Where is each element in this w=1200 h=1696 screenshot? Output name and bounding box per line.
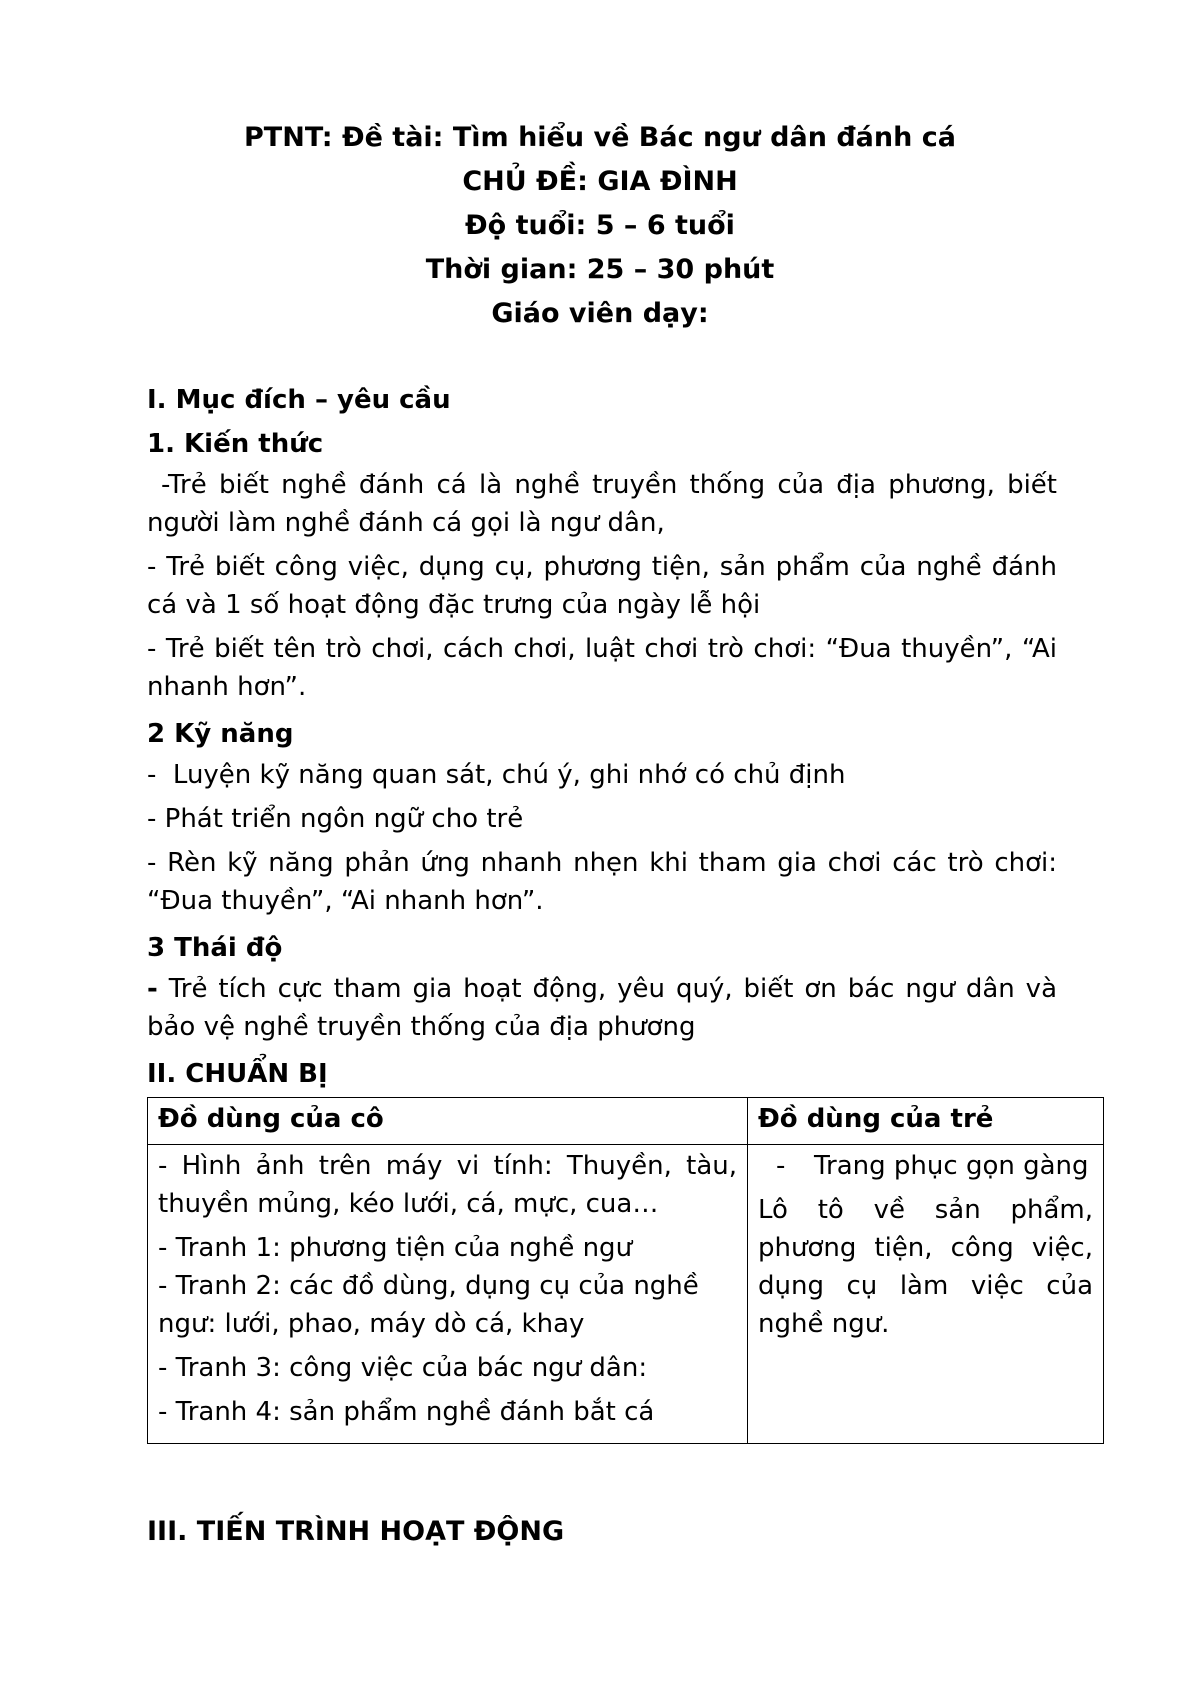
teacher-material-item: - Tranh 3: công việc của bác ngư dân: [158, 1353, 648, 1383]
child-material-bullet [758, 1147, 1093, 1185]
title-topic: PTNT: Đề tài: Tìm hiểu về Bác ngư dân đánh cá [244, 122, 956, 153]
title-age: Độ tuổi: 5 – 6 tuổi [465, 210, 735, 241]
section2-heading: II. CHUẨN BỊ [147, 1059, 328, 1089]
attitude-dash: - [147, 974, 158, 1004]
section1-heading: I. Mục đích – yêu cầu [147, 385, 451, 415]
attitude-item [147, 970, 1057, 1046]
section3-heading: III. TIẾN TRÌNH HOẠT ĐỘNG [147, 1516, 565, 1547]
knowledge-heading: 1. Kiến thức [147, 429, 324, 459]
document-title-block [0, 116, 1200, 336]
attitude-heading: 3 Thái độ [147, 933, 283, 963]
header-child-materials: Đồ dùng của trẻ [748, 1098, 1104, 1145]
knowledge-item: -Trẻ biết nghề đánh cá là nghề truyền thống của địa phương, biết người làm nghề đánh cá gọi là ngư dân, [147, 470, 1057, 538]
title-teacher: Giáo viên dạy: [491, 298, 709, 329]
teacher-material-item: - Tranh 1: phương tiện của nghề ngư [158, 1233, 633, 1263]
header-teacher-materials: Đồ dùng của cô [148, 1098, 748, 1145]
child-material-bullet-text: Trang phục gọn gàng [814, 1151, 1089, 1181]
skills-item: - Phát triển ngôn ngữ cho trẻ [147, 804, 524, 834]
skills-item: - Luyện kỹ năng quan sát, chú ý, ghi nhớ có chủ định [147, 760, 846, 790]
teacher-materials-cell [148, 1145, 748, 1444]
knowledge-item: - Trẻ biết công việc, dụng cụ, phương tiện, sản phẩm của nghề đánh cá và 1 số hoạt động đặc trưng của ngày lễ hội [147, 552, 1057, 620]
materials-table-header-row [148, 1098, 1104, 1145]
knowledge-item: - Trẻ biết tên trò chơi, cách chơi, luật chơi trò chơi: “Đua thuyền”, “Ai nhanh hơn”. [147, 634, 1057, 702]
materials-table-row [148, 1145, 1104, 1444]
bullet-dash: - [776, 1151, 786, 1181]
section-objectives [147, 378, 1057, 1096]
child-material-text: Lô tô về sản phẩm, phương tiện, công việc, dụng cụ làm việc của nghề ngư. [758, 1195, 1093, 1339]
materials-table [147, 1097, 1104, 1444]
skills-heading: 2 Kỹ năng [147, 719, 294, 749]
skills-item: - Rèn kỹ năng phản ứng nhanh nhẹn khi tham gia chơi các trò chơi: “Đua thuyền”, “Ai nhanh hơn”. [147, 848, 1057, 916]
title-theme: CHỦ ĐỀ: GIA ĐÌNH [462, 166, 738, 197]
teacher-material-item: - Hình ảnh trên máy vi tính: Thuyền, tàu, thuyền mủng, kéo lưới, cá, mực, cua… [158, 1151, 737, 1219]
teacher-material-item: - Tranh 2: các đồ dùng, dụng cụ của nghề ngư: lưới, phao, máy dò cá, khay [158, 1271, 699, 1339]
title-duration: Thời gian: 25 – 30 phút [425, 254, 775, 285]
child-materials-cell [748, 1145, 1104, 1444]
attitude-text: Trẻ tích cực tham gia hoạt động, yêu quý, biết ơn bác ngư dân và bảo vệ nghề truyền thống của địa phương [147, 974, 1057, 1042]
teacher-material-item: - Tranh 4: sản phẩm nghề đánh bắt cá [158, 1397, 655, 1427]
